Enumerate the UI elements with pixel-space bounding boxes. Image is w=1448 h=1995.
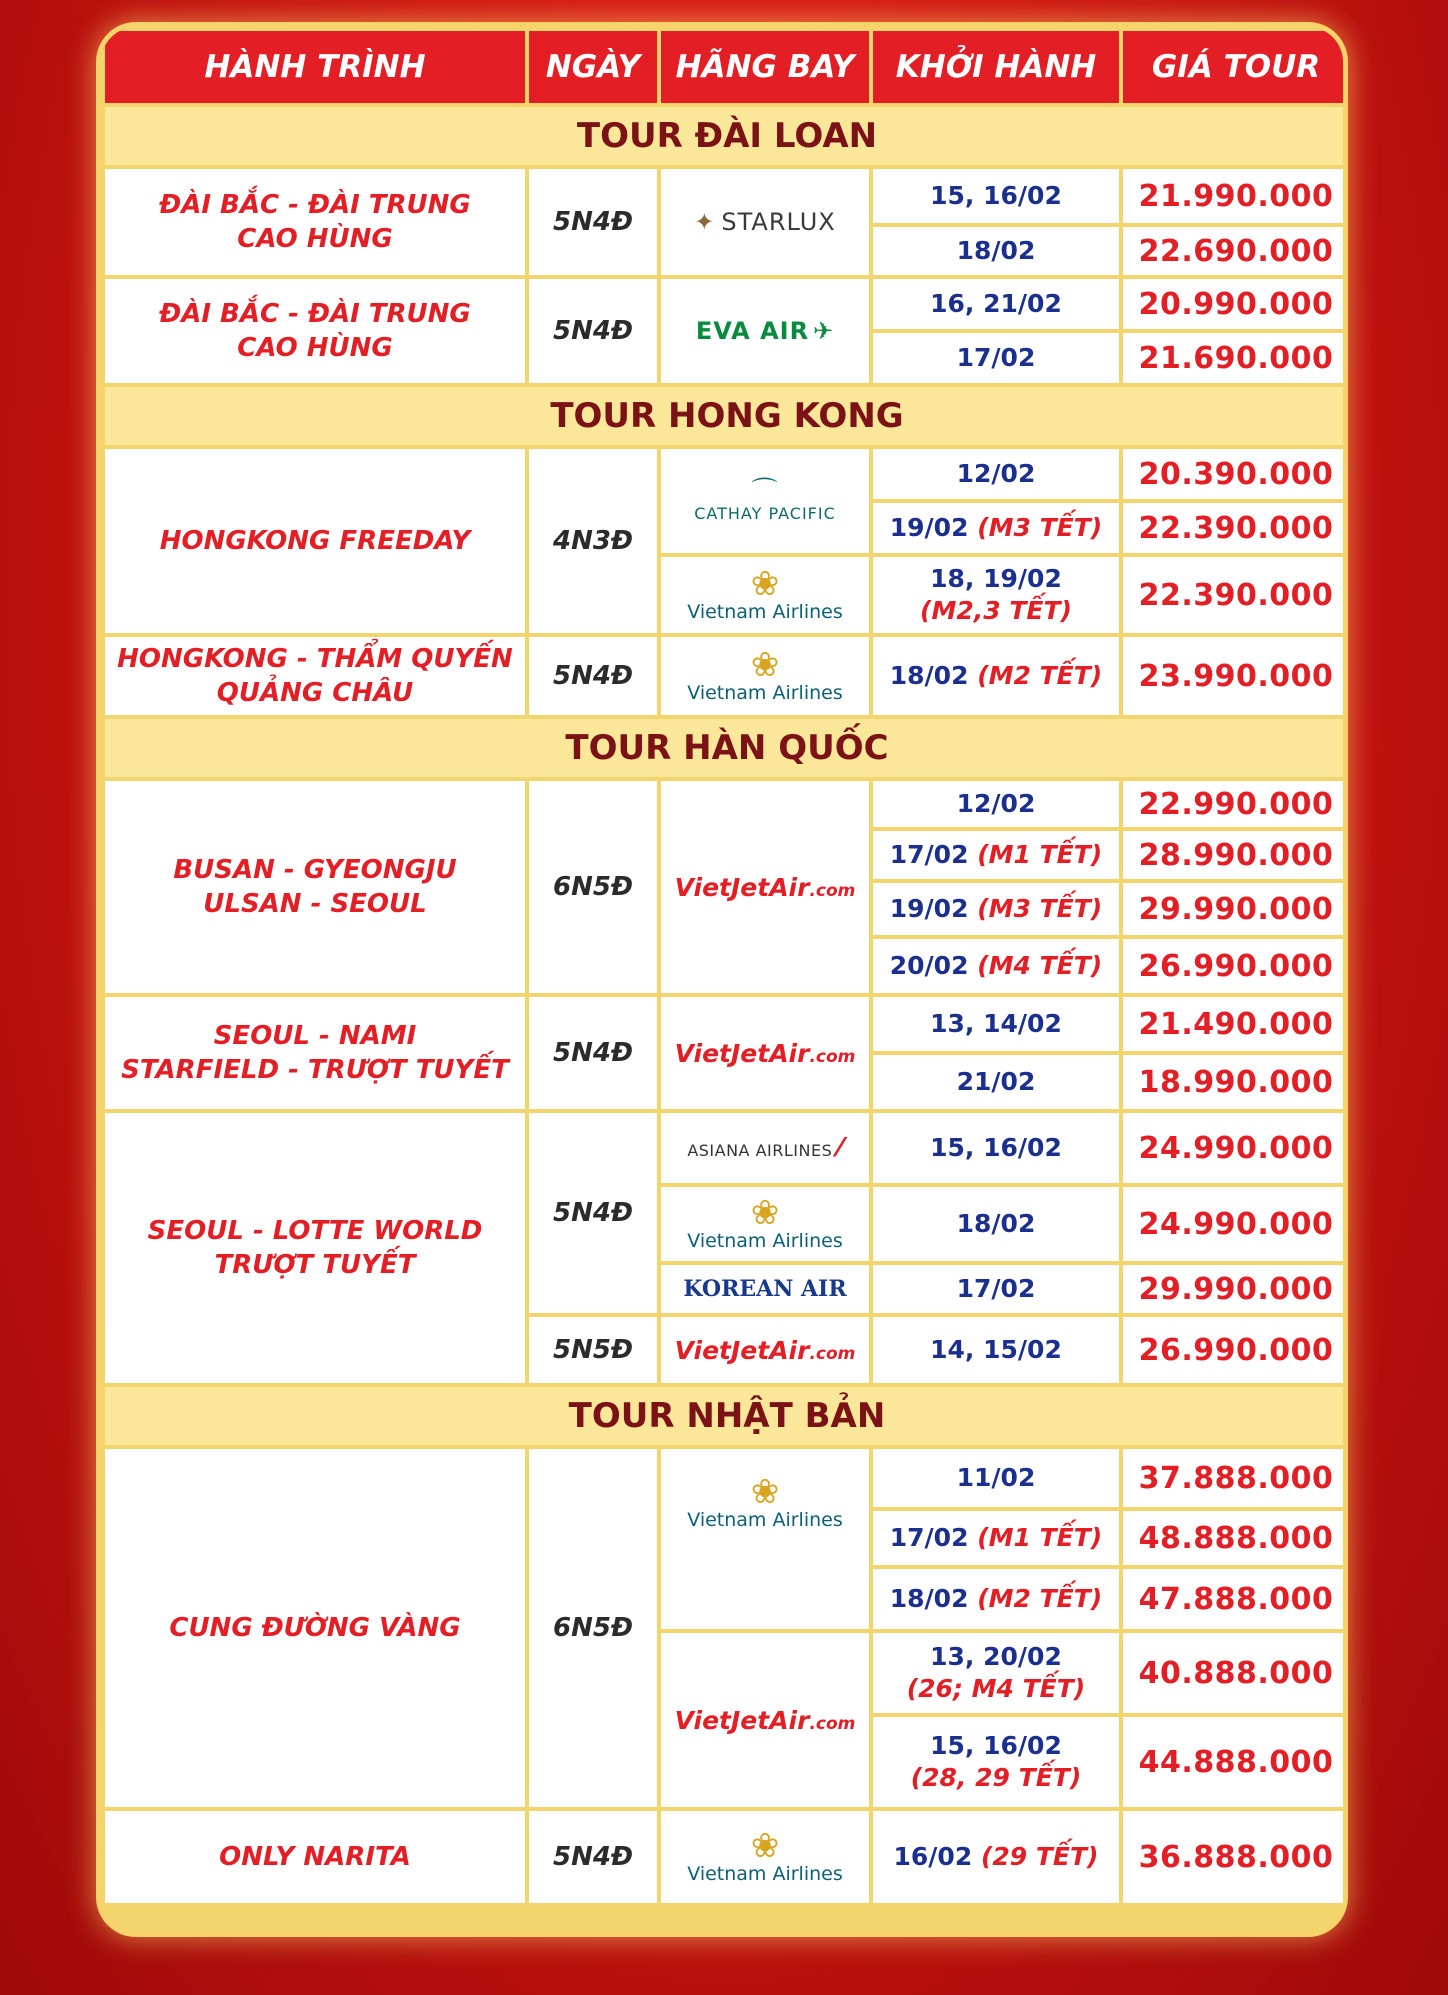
- airline-name: Vietnam Airlines: [687, 1509, 843, 1531]
- depart-date: 18, 19/02: [930, 564, 1062, 593]
- tet-note: (M4 TẾT): [977, 951, 1103, 980]
- days-cell: 5N5Đ: [527, 1315, 659, 1385]
- route-line: SEOUL - LOTTE WORLD: [147, 1216, 483, 1246]
- airline-name: ASIANA AIRLINES: [687, 1141, 833, 1160]
- price-cell: 36.888.000: [1121, 1809, 1348, 1905]
- depart-date: 20/02: [889, 951, 969, 980]
- route-cell: CUNG ĐƯỜNG VÀNG: [103, 1447, 527, 1809]
- airline-cell: [659, 1111, 871, 1185]
- depart-date: 16/02: [893, 1842, 973, 1871]
- airline-cell: [659, 1263, 871, 1315]
- route-line: STARFIELD - TRƯỢT TUYẾT: [121, 1055, 509, 1085]
- depart-cell: [871, 1715, 1121, 1809]
- days-cell: 5N4Đ: [527, 635, 659, 717]
- price-cell: 21.990.000: [1121, 167, 1348, 225]
- header-depart: KHỞI HÀNH: [871, 29, 1121, 105]
- depart-cell: 18/02: [871, 1185, 1121, 1263]
- price-cell: 21.690.000: [1121, 331, 1348, 385]
- starlux-star-icon: ✦: [694, 208, 716, 236]
- table-header-row: [103, 29, 1348, 105]
- price-cell: 22.390.000: [1121, 501, 1348, 555]
- vietnam-airlines-logo: [687, 1826, 843, 1885]
- depart-cell: [871, 635, 1121, 717]
- airline-suffix: .com: [809, 880, 856, 901]
- depart-cell: [871, 501, 1121, 555]
- table-row: [103, 447, 1348, 501]
- depart-cell: 15, 16/02: [871, 1111, 1121, 1185]
- airline-name: STARLUX: [721, 208, 836, 236]
- days-cell: 5N4Đ: [527, 1111, 659, 1315]
- price-cell: 28.990.000: [1121, 829, 1348, 881]
- depart-cell: 14, 15/02: [871, 1315, 1121, 1385]
- airline-name: VietJetAir: [674, 872, 810, 902]
- section-title-korea: TOUR HÀN QUỐC: [103, 717, 1348, 779]
- vietnam-airlines-logo: [687, 1193, 843, 1252]
- price-cell: 22.690.000: [1121, 225, 1348, 277]
- table-row: [103, 635, 1348, 717]
- price-cell: 23.990.000: [1121, 635, 1348, 717]
- price-cell: 24.990.000: [1121, 1185, 1348, 1263]
- depart-date: 18/02: [889, 1584, 969, 1613]
- airline-suffix: .com: [809, 1343, 856, 1364]
- airline-name: KOREAN AIR: [683, 1276, 847, 1302]
- depart-date: 19/02: [889, 513, 969, 542]
- table-row: [103, 779, 1348, 829]
- korean-air-logo: [683, 1276, 846, 1302]
- depart-date: 18/02: [889, 661, 969, 690]
- tet-note: (M3 TẾT): [977, 513, 1103, 542]
- starlux-logo: [694, 208, 835, 236]
- airline-suffix: .com: [809, 1713, 856, 1734]
- price-cell: 20.390.000: [1121, 447, 1348, 501]
- price-cell: 40.888.000: [1121, 1631, 1348, 1715]
- depart-cell: 16, 21/02: [871, 277, 1121, 331]
- vietjet-logo: [675, 1039, 856, 1068]
- depart-cell: 12/02: [871, 447, 1121, 501]
- depart-date: 17/02: [889, 840, 969, 869]
- section-row: [103, 385, 1348, 447]
- price-cell: 47.888.000: [1121, 1567, 1348, 1631]
- section-row: [103, 105, 1348, 167]
- airline-name: CATHAY PACIFIC: [694, 503, 836, 523]
- cathay-wing-icon: ⌒: [751, 476, 779, 507]
- airline-cell: [659, 555, 871, 635]
- table-row: [103, 1447, 1348, 1509]
- eva-leaf-icon: ✈: [813, 317, 835, 345]
- section-row: [103, 717, 1348, 779]
- price-cell: 26.990.000: [1121, 1315, 1348, 1385]
- section-title-japan: TOUR NHẬT BẢN: [103, 1385, 1348, 1447]
- vietnam-airlines-logo: [687, 645, 843, 704]
- tet-note: (26; M4 TẾT): [906, 1674, 1086, 1703]
- airline-cell: [659, 1447, 871, 1631]
- vietnam-airlines-logo: [687, 1472, 843, 1531]
- days-cell: 4N3Đ: [527, 447, 659, 635]
- tet-note: (M2,3 TẾT): [920, 596, 1072, 625]
- route-cell: ONLY NARITA: [103, 1809, 527, 1905]
- price-cell: 18.990.000: [1121, 1053, 1348, 1111]
- depart-cell: 17/02: [871, 1263, 1121, 1315]
- route-cell: HONGKONG FREEDAY: [103, 447, 527, 635]
- airline-name: EVA AIR: [695, 317, 810, 345]
- vietnam-airlines-logo: [687, 564, 843, 623]
- depart-cell: [871, 1509, 1121, 1567]
- airline-cell: [659, 447, 871, 555]
- airline-name: Vietnam Airlines: [687, 682, 843, 704]
- route-line: SEOUL - NAMI: [213, 1021, 417, 1051]
- route-cell: [103, 635, 527, 717]
- price-cell: 37.888.000: [1121, 1447, 1348, 1509]
- airline-name: VietJetAir: [674, 1705, 810, 1735]
- lotus-icon: ❀: [750, 1472, 780, 1512]
- depart-cell: 18/02: [871, 225, 1121, 277]
- depart-cell: 17/02: [871, 331, 1121, 385]
- depart-date: 13, 20/02: [930, 1642, 1062, 1671]
- price-cell: 22.390.000: [1121, 555, 1348, 635]
- depart-cell: 15, 16/02: [871, 167, 1121, 225]
- vietjet-logo: [675, 1706, 856, 1735]
- tet-note: (M1 TẾT): [977, 1523, 1103, 1552]
- airline-cell: [659, 779, 871, 995]
- table-row: [103, 167, 1348, 225]
- airline-cell: [659, 167, 871, 277]
- price-cell: 24.990.000: [1121, 1111, 1348, 1185]
- depart-cell: [871, 881, 1121, 937]
- route-line: ĐÀI BẮC - ĐÀI TRUNG: [159, 190, 471, 220]
- route-cell: [103, 277, 527, 385]
- route-cell: [103, 1111, 527, 1385]
- days-cell: 6N5Đ: [527, 779, 659, 995]
- airline-cell: [659, 995, 871, 1111]
- section-row: [103, 1385, 1348, 1447]
- depart-cell: 12/02: [871, 779, 1121, 829]
- cathay-pacific-logo: [694, 476, 836, 523]
- tour-price-table-frame: [96, 22, 1348, 1937]
- airline-name: Vietnam Airlines: [687, 601, 843, 623]
- days-cell: 6N5Đ: [527, 1447, 659, 1809]
- section-title-taiwan: TOUR ĐÀI LOAN: [103, 105, 1348, 167]
- airline-suffix: .com: [809, 1046, 856, 1067]
- depart-cell: [871, 829, 1121, 881]
- price-cell: 26.990.000: [1121, 937, 1348, 995]
- route-cell: [103, 779, 527, 995]
- header-days: NGÀY: [527, 29, 659, 105]
- header-route: HÀNH TRÌNH: [103, 29, 527, 105]
- price-cell: 29.990.000: [1121, 881, 1348, 937]
- depart-cell: [871, 555, 1121, 635]
- airline-cell: [659, 277, 871, 385]
- airline-cell: [659, 1809, 871, 1905]
- price-cell: 44.888.000: [1121, 1715, 1348, 1809]
- route-line: CAO HÙNG: [237, 224, 393, 254]
- price-cell: 21.490.000: [1121, 995, 1348, 1053]
- lotus-icon: ❀: [750, 564, 780, 604]
- route-line: BUSAN - GYEONGJU: [173, 855, 457, 885]
- depart-cell: [871, 1809, 1121, 1905]
- route-line: ĐÀI BẮC - ĐÀI TRUNG: [159, 299, 471, 329]
- days-cell: 5N4Đ: [527, 277, 659, 385]
- tet-note: (M2 TẾT): [977, 661, 1103, 690]
- airline-name: Vietnam Airlines: [687, 1230, 843, 1252]
- table-row: [103, 277, 1348, 331]
- eva-air-logo: [696, 317, 834, 345]
- section-title-hongkong: TOUR HONG KONG: [103, 385, 1348, 447]
- route-cell: [103, 167, 527, 277]
- airline-cell: [659, 635, 871, 717]
- table-row: [103, 1111, 1348, 1185]
- depart-date: 19/02: [889, 894, 969, 923]
- airline-name: Vietnam Airlines: [687, 1863, 843, 1885]
- depart-cell: [871, 1567, 1121, 1631]
- header-price: GIÁ TOUR: [1121, 29, 1348, 105]
- price-cell: 48.888.000: [1121, 1509, 1348, 1567]
- route-line: QUẢNG CHÂU: [216, 678, 414, 708]
- days-cell: 5N4Đ: [527, 995, 659, 1111]
- airline-cell: [659, 1315, 871, 1385]
- days-cell: 5N4Đ: [527, 1809, 659, 1905]
- depart-cell: 11/02: [871, 1447, 1121, 1509]
- days-cell: 5N4Đ: [527, 167, 659, 277]
- route-line: TRƯỢT TUYẾT: [214, 1250, 416, 1280]
- tet-note: (M1 TẾT): [977, 840, 1103, 869]
- airline-cell: [659, 1185, 871, 1263]
- asiana-logo: [687, 1133, 842, 1163]
- tour-price-table: [101, 27, 1348, 1907]
- price-cell: 22.990.000: [1121, 779, 1348, 829]
- vietjet-logo: [675, 1336, 856, 1365]
- airline-name: VietJetAir: [674, 1335, 810, 1365]
- depart-cell: 21/02: [871, 1053, 1121, 1111]
- depart-cell: [871, 937, 1121, 995]
- price-cell: 20.990.000: [1121, 277, 1348, 331]
- tet-note: (M3 TẾT): [977, 894, 1103, 923]
- route-line: HONGKONG - THẨM QUYẾN: [117, 644, 513, 674]
- lotus-icon: ❀: [750, 1193, 780, 1233]
- depart-cell: 13, 14/02: [871, 995, 1121, 1053]
- table-row: [103, 995, 1348, 1053]
- tet-note: (28, 29 TẾT): [910, 1763, 1082, 1792]
- tet-note: (M2 TẾT): [977, 1584, 1103, 1613]
- airline-cell: [659, 1631, 871, 1809]
- asiana-wing-icon: ⁄: [837, 1133, 843, 1163]
- header-airline: HÃNG BAY: [659, 29, 871, 105]
- tet-note: (29 TẾT): [980, 1842, 1099, 1871]
- route-line: CAO HÙNG: [237, 333, 393, 363]
- route-cell: [103, 995, 527, 1111]
- table-row: [103, 1809, 1348, 1905]
- airline-name: VietJetAir: [674, 1038, 810, 1068]
- price-cell: 29.990.000: [1121, 1263, 1348, 1315]
- depart-date: 17/02: [889, 1523, 969, 1552]
- vietjet-logo: [675, 873, 856, 902]
- route-line: ULSAN - SEOUL: [203, 889, 427, 919]
- lotus-icon: ❀: [750, 1826, 780, 1866]
- depart-date: 15, 16/02: [930, 1731, 1062, 1760]
- lotus-icon: ❀: [750, 645, 780, 685]
- depart-cell: [871, 1631, 1121, 1715]
